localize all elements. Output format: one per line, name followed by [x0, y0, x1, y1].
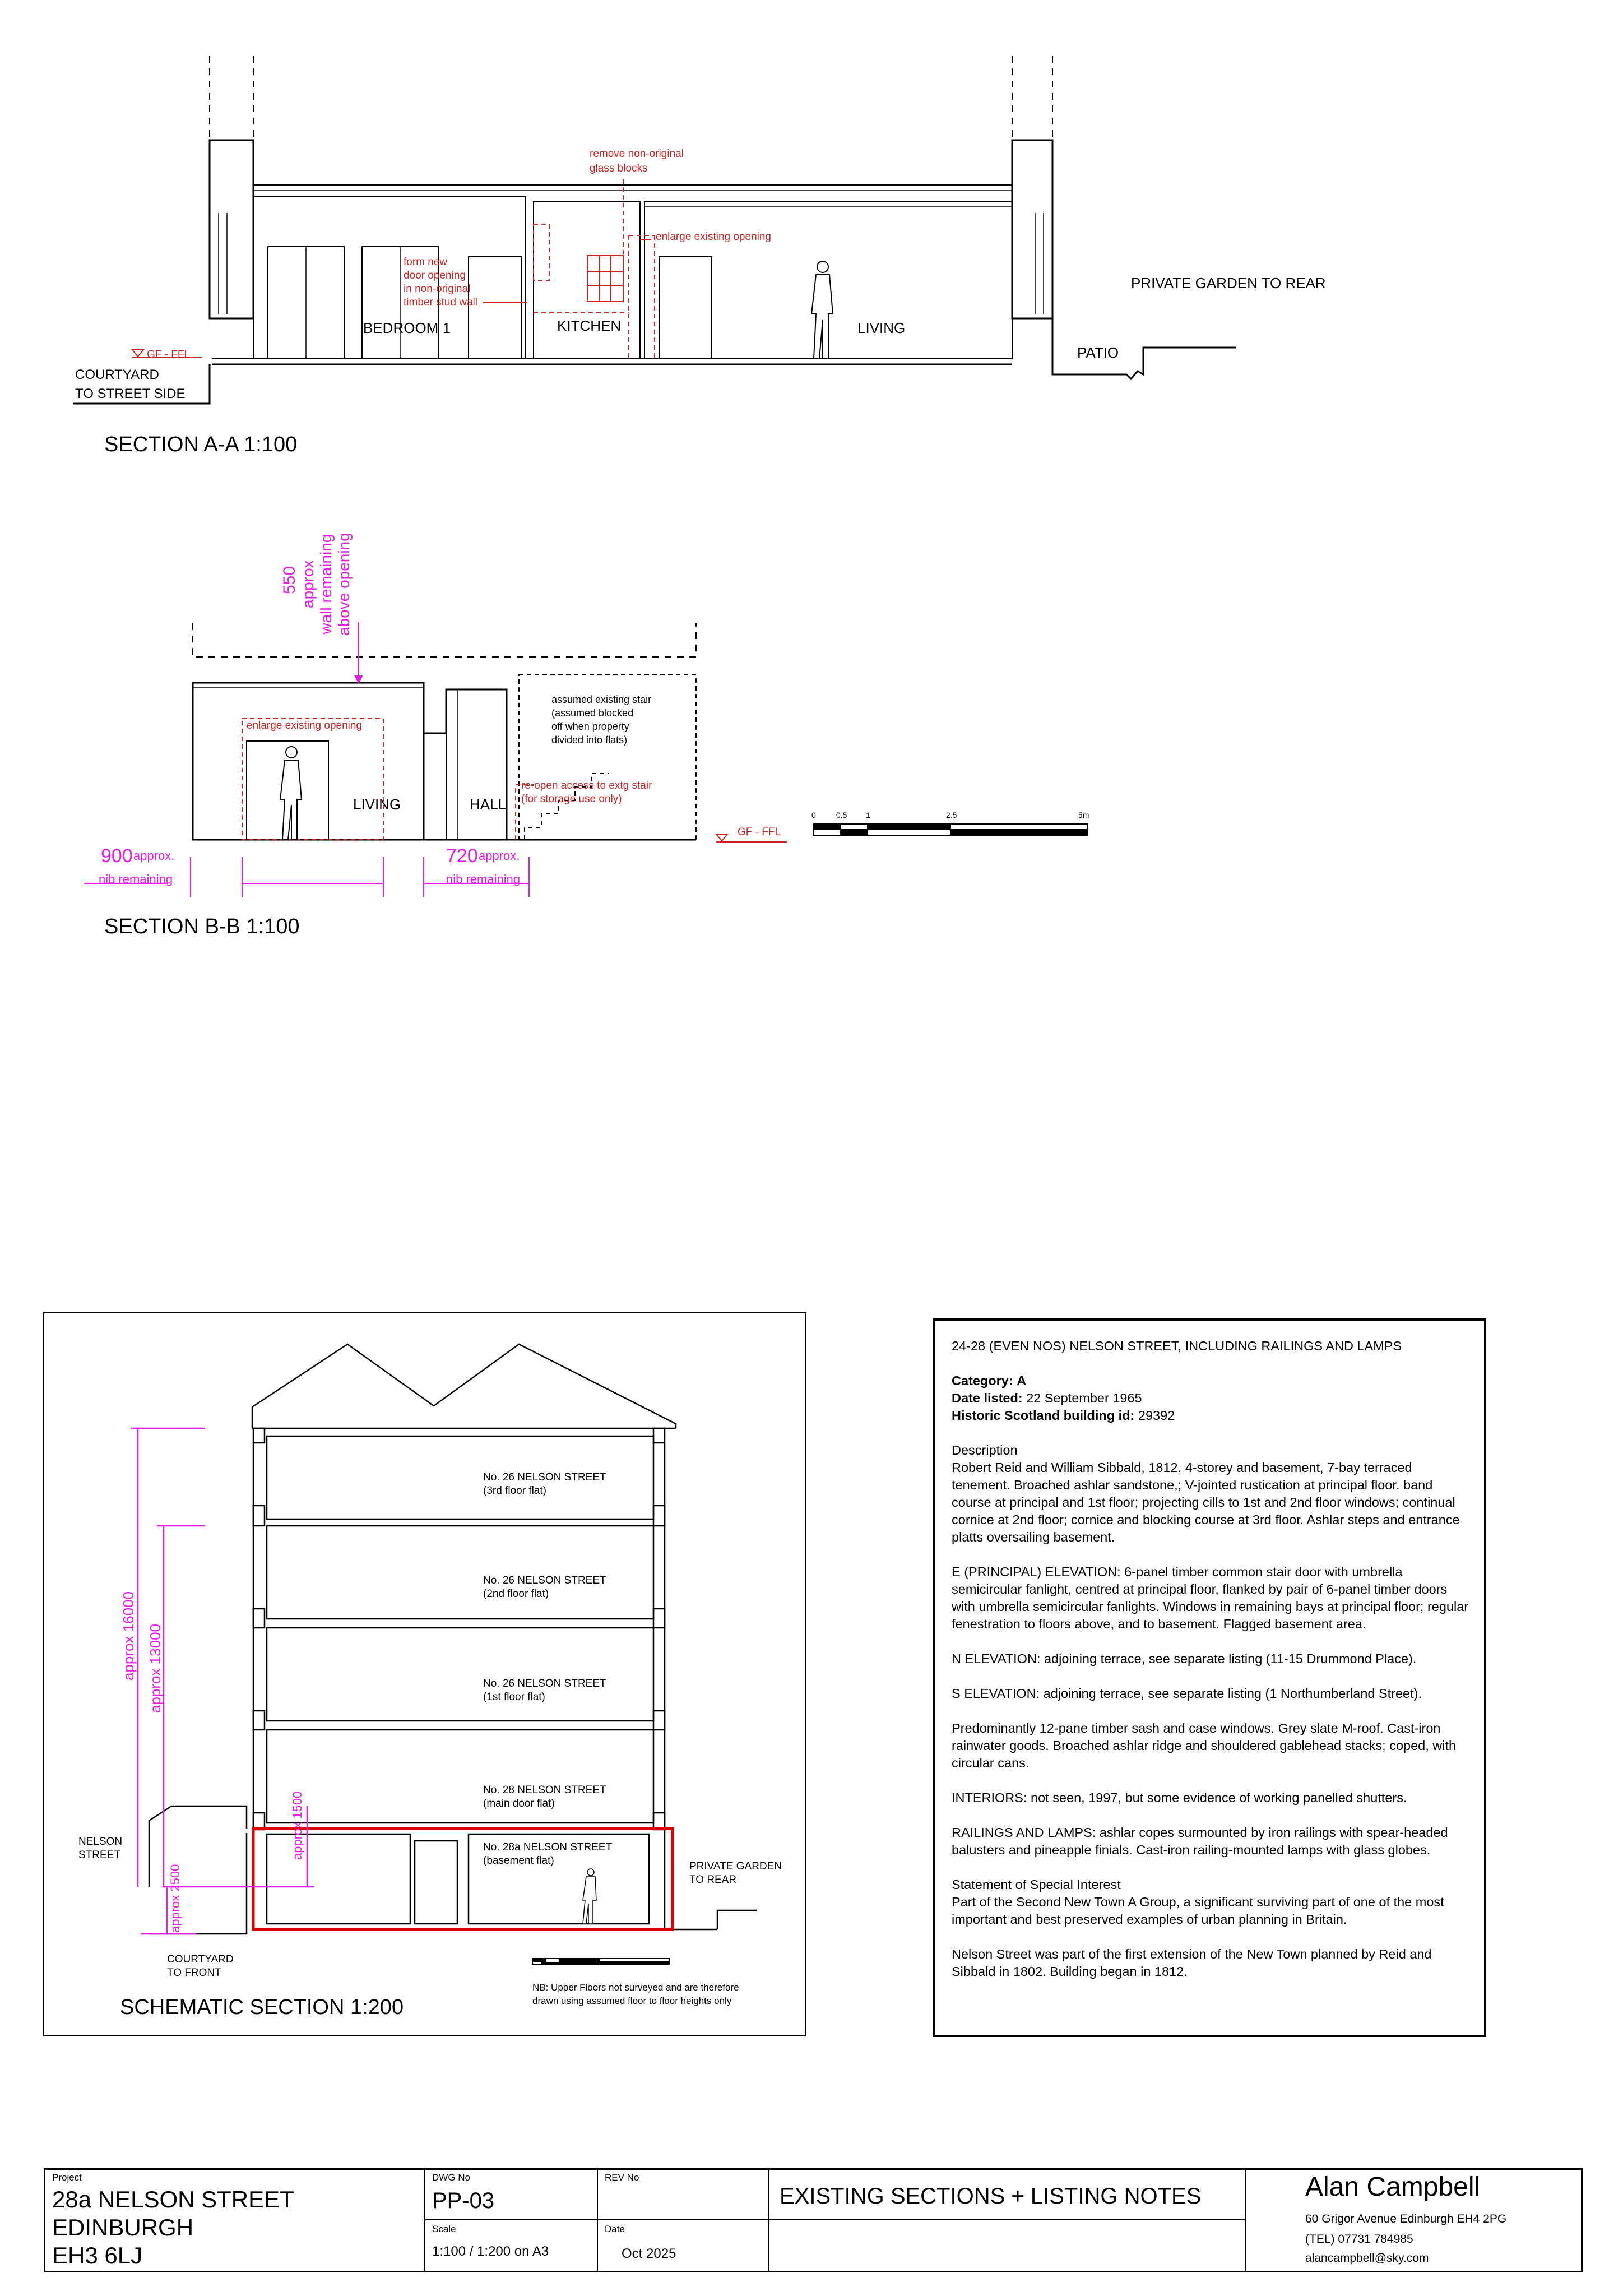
architect-name: Alan Campbell	[1305, 2172, 1481, 2202]
floor-label-1st: No. 26 NELSON STREET (1st floor flat)	[483, 1678, 606, 1703]
room-label-bedroom: BEDROOM 1	[363, 320, 451, 336]
scale-figure	[583, 1869, 596, 1924]
dim-900-sub: nib remaining	[99, 872, 173, 886]
garden-label-schematic: PRIVATE GARDEN TO REAR	[689, 1860, 782, 1886]
date-value: Oct 2025	[622, 2246, 676, 2261]
section-aa-title: SECTION A-A 1:100	[104, 433, 298, 456]
listing-paragraph: S ELEVATION: adjoining terrace, see separate listing (1 Northumberland Street).	[952, 1686, 1422, 1701]
scale-tick: 2.5	[946, 811, 957, 820]
dwg-number: PP-03	[432, 2188, 495, 2213]
listing-paragraph: Statement of Special Interest Part of the Second New Town A Group, a significant surviving part of one of the most important and best preserved examples of urban planning in Britain.	[952, 1877, 1444, 1927]
level-label-bb: GF - FFL	[738, 826, 781, 838]
room-label-living: LIVING	[857, 320, 906, 336]
architect-address: 60 Grigor Avenue Edinburgh EH4 2PG	[1305, 2212, 1507, 2225]
level-label-aa: GF - FFL	[147, 349, 191, 360]
street-label: NELSON STREET	[78, 1836, 123, 1861]
note-glass-blocks: remove non-original glass blocks	[590, 148, 684, 174]
dim-900-value: 900	[101, 845, 133, 867]
room-label-kitchen: KITCHEN	[557, 317, 622, 334]
architect-email: alancampbell@sky.com	[1305, 2252, 1429, 2265]
scale-tick: 0	[812, 811, 816, 820]
listing-date: Date listed: 22 September 1965	[952, 1391, 1142, 1405]
listing-title: 24-28 (EVEN NOS) NELSON STREET, INCLUDING RAILINGS AND LAMPS	[952, 1339, 1402, 1353]
courtyard-label: COURTYARD TO STREET SIDE	[75, 367, 186, 401]
garden-label: PRIVATE GARDEN TO REAR	[1131, 275, 1326, 291]
dim-720-text: approx.	[479, 849, 520, 863]
listing-paragraph: Predominantly 12-pane timber sash and case windows. Grey slate M-roof. Cast-iron rainwater goods. Broached ashlar ridge and shouldered gablehead stacks; coped, with circular cans.	[952, 1721, 1457, 1770]
floor-label-main: No. 28 NELSON STREET (main door flat)	[483, 1784, 606, 1809]
listing-id: Historic Scotland building id: 29392	[952, 1408, 1175, 1423]
schematic-title: SCHEMATIC SECTION 1:200	[120, 1996, 404, 2019]
listing-paragraph: Nelson Street was part of the first extension of the New Town planned by Reid and Sibbald in 1802. Building began in 1812.	[952, 1947, 1432, 1979]
listing-notes	[933, 1318, 1486, 2037]
scale-value: 1:100 / 1:200 on A3	[432, 2244, 549, 2259]
scale-figure	[812, 261, 833, 359]
title-block	[44, 2168, 1583, 2272]
dim-1500: approx 1500	[290, 1791, 304, 1860]
patio-label: PATIO	[1077, 344, 1119, 361]
project-label: Project	[52, 2172, 82, 2183]
note-reopen-stair: re-open access to extg stair (for storage use only)	[521, 780, 652, 805]
section-aa	[73, 56, 1236, 404]
date-label: Date	[605, 2224, 625, 2234]
dim-13000: approx 13000	[147, 1623, 164, 1713]
dim-720-sub: nib remaining	[446, 872, 521, 886]
listing-category: Category: A	[952, 1373, 1027, 1388]
architect-tel: (TEL) 07731 784985	[1305, 2233, 1413, 2246]
dim-720-value: 720	[446, 845, 478, 867]
schematic-note: NB: Upper Floors not surveyed and are therefore drawn using assumed floor to floor heights only	[532, 1982, 739, 2006]
dim-2500: approx 2500	[168, 1864, 182, 1933]
schematic-building	[149, 1344, 757, 1963]
scale-label: Scale	[432, 2224, 456, 2234]
scale-tick: 1	[866, 811, 870, 820]
listing-paragraph: RAILINGS AND LAMPS: ashlar copes surmounted by iron railings with spear-headed balusters and pineapple finials. Cast-iron railing-mounted lamps with glass globes.	[952, 1825, 1448, 1857]
listing-paragraph: E (PRINCIPAL) ELEVATION: 6-panel timber common stair door with umbrella semicircular fanlight, centred at principal floor, flanked by pair of 6-panel timber doors with umbrella semicircular fanlights. Windows in remaining bays at principal floor; regular fenestration to floors above, and to basement. Flagged basement area.	[952, 1564, 1469, 1631]
listing-paragraph: Description Robert Reid and William Sibbald, 1812. 4-storey and basement, 7-bay terraced tenement. Broached ashlar sandstone,; V-jointed rustication at principal floor. band course at principal and 1st floor; projecting cills to 1st and 2nd floor windows; continual cornice at 2nd floor; cornice and blocking course at 3rd floor. Ashlar steps and entrance platts oversailing basement.	[952, 1443, 1460, 1544]
scale-bar	[814, 824, 1087, 835]
note-enlarge-opening-bb: enlarge existing opening	[247, 720, 362, 732]
floor-label-3rd: No. 26 NELSON STREET (3rd floor flat)	[483, 1471, 606, 1497]
dwg-label: DWG No	[432, 2172, 470, 2183]
project-address: 28a NELSON STREET EDINBURGH EH3 6LJ	[52, 2186, 294, 2269]
scale-tick: 5m	[1078, 811, 1089, 820]
room-label-living-bb: LIVING	[353, 796, 401, 813]
dim-550-value: 550	[280, 566, 299, 594]
drawing-title: EXISTING SECTIONS + LISTING NOTES	[780, 2184, 1202, 2209]
section-bb-title: SECTION B-B 1:100	[104, 915, 300, 938]
room-label-hall: HALL	[470, 796, 507, 813]
scale-tick: 0.5	[836, 811, 847, 820]
floor-label-basement: No. 28a NELSON STREET (basement flat)	[483, 1841, 613, 1867]
note-new-door: form new door opening in non-original timber stud wall	[404, 256, 477, 308]
courtyard-label-schematic: COURTYARD TO FRONT	[167, 1954, 234, 1979]
note-enlarge-opening-aa: enlarge existing opening	[656, 231, 771, 243]
dim-900-text: approx.	[133, 849, 175, 863]
rev-label: REV No	[605, 2172, 639, 2183]
dim-550-text: approx wall remaining above opening	[299, 533, 353, 636]
note-assumed-stair: assumed existing stair (assumed blocked off when property divided into flats)	[551, 694, 652, 746]
dim-16000: approx 16000	[120, 1591, 137, 1681]
floor-label-2nd: No. 26 NELSON STREET (2nd floor flat)	[483, 1575, 606, 1600]
listing-paragraph: INTERIORS: not seen, 1997, but some evidence of working panelled shutters.	[952, 1790, 1407, 1805]
listing-paragraph: N ELEVATION: adjoining terrace, see separate listing (11-15 Drummond Place).	[952, 1651, 1417, 1666]
scale-figure	[280, 747, 302, 840]
